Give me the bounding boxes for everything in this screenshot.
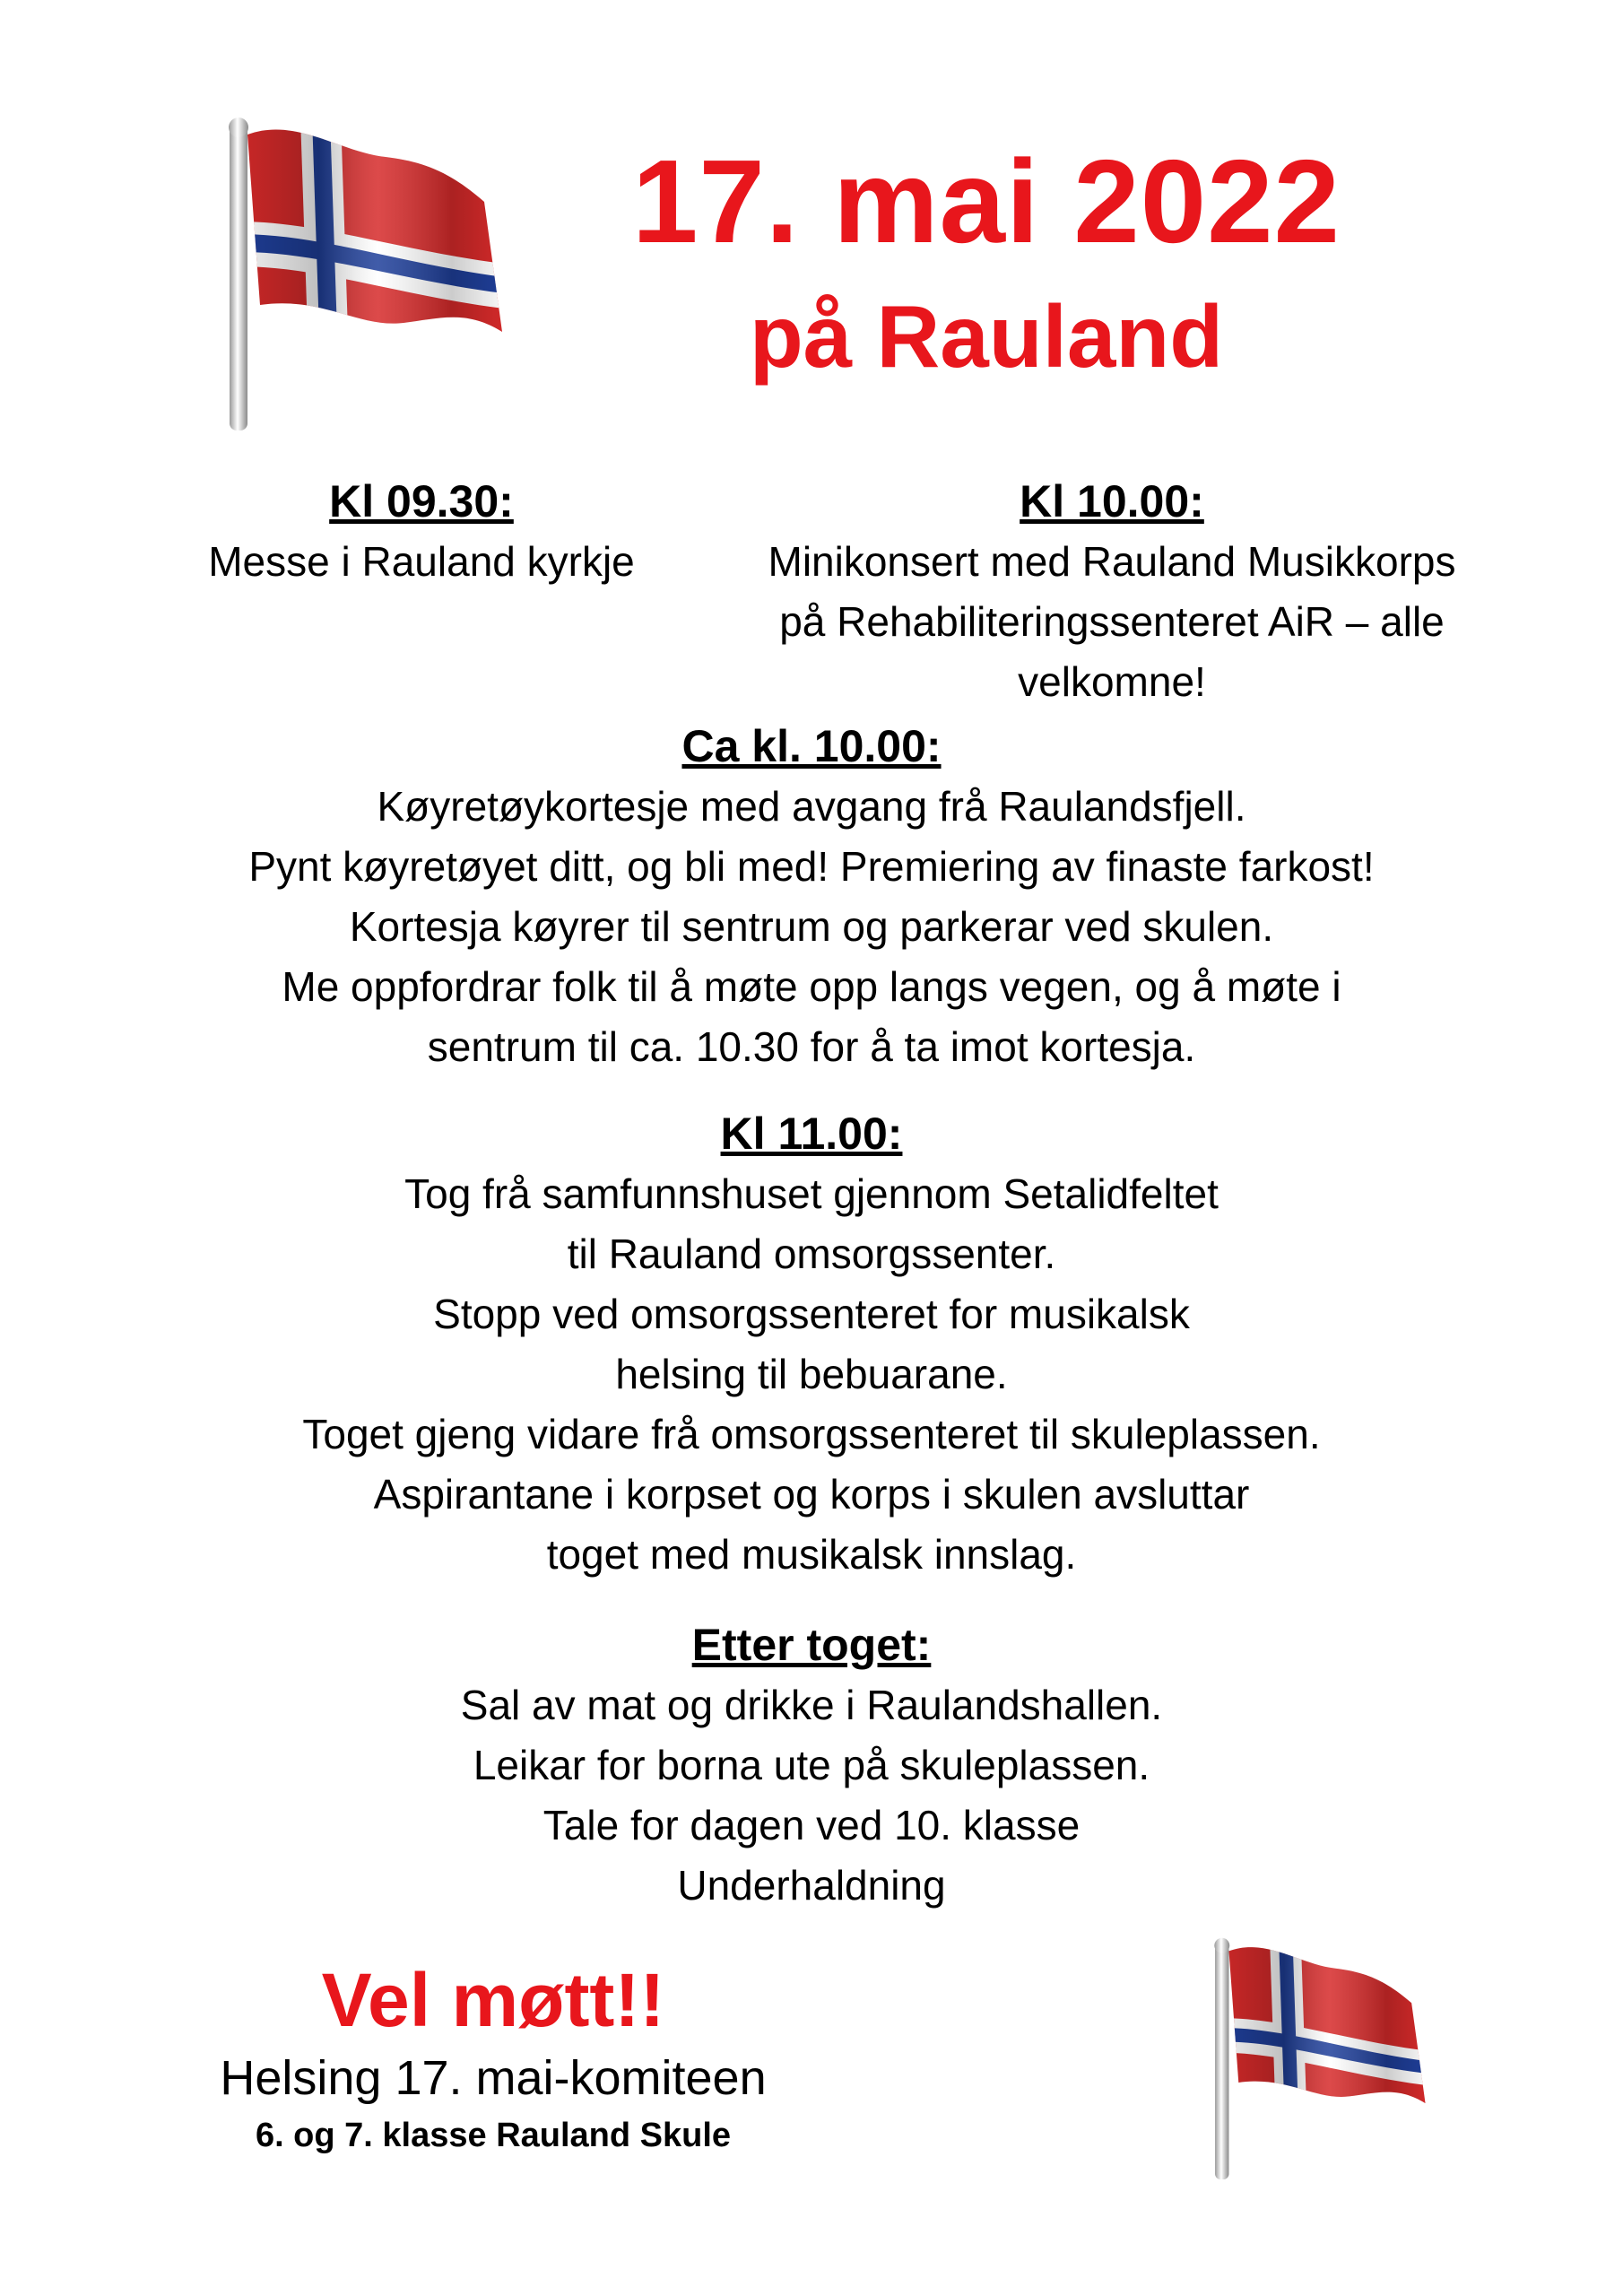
- event-time: Ca kl. 10.00:: [681, 721, 942, 771]
- event-messe: [152, 471, 690, 592]
- event-description: Minikonsert med Rauland Musikkorps på Rehabiliteringssenteret AiR – alle velkomne!: [768, 538, 1456, 705]
- event-minikonsert: [708, 471, 1515, 712]
- event-description: Køyretøykortesje med avgang frå Raulandsfjell. Pynt køyretøyet ditt, og bli med! Premiering av finaste farkost! Kortesja køyrer til sentrum og parkerar ved skulen. Me oppfordrar folk til å møte opp langs vegen, og å møte i sentrum til ca. 10.30 for å ta imot kortesja.: [248, 783, 1375, 1070]
- norwegian-flag-icon: [1202, 1937, 1435, 2179]
- page-title: 17. mai 2022: [632, 135, 1341, 267]
- event-description: Sal av mat og drikke i Raulandshallen. Leikar for borna ute på skuleplassen. Tale for dagen ved 10. klasse Underhaldning: [460, 1682, 1163, 1909]
- page-subtitle: på Rauland: [749, 287, 1224, 386]
- event-tog: [90, 1103, 1533, 1585]
- class-text: 6. og 7. klasse Rauland Skule: [255, 2117, 732, 2154]
- event-kortesje: [90, 716, 1533, 1077]
- event-time: Etter toget:: [691, 1620, 932, 1670]
- vel-mott-heading: Vel møtt!!: [321, 1958, 665, 2042]
- event-time: Kl 11.00:: [720, 1109, 903, 1159]
- event-description: Tog frå samfunnshuset gjennom Setalidfeltet til Rauland omsorgssenter. Stopp ved omsorgssenteret for musikalsk helsing til bebuarane. Toget gjeng vidare frå omsorgssenteret til skuleplassen. Aspirantane i korpset og korps i skulen avsluttar toget med musikalsk innslag.: [302, 1170, 1321, 1578]
- event-description: Messe i Rauland kyrkje: [208, 538, 635, 585]
- norwegian-flag-icon: [215, 117, 511, 430]
- event-etter-toget: [90, 1614, 1533, 1916]
- greeting-text: Helsing 17. mai-komiteen: [220, 2051, 767, 2105]
- event-time: Kl 10.00:: [1020, 476, 1204, 526]
- event-time: Kl 09.30:: [329, 476, 514, 526]
